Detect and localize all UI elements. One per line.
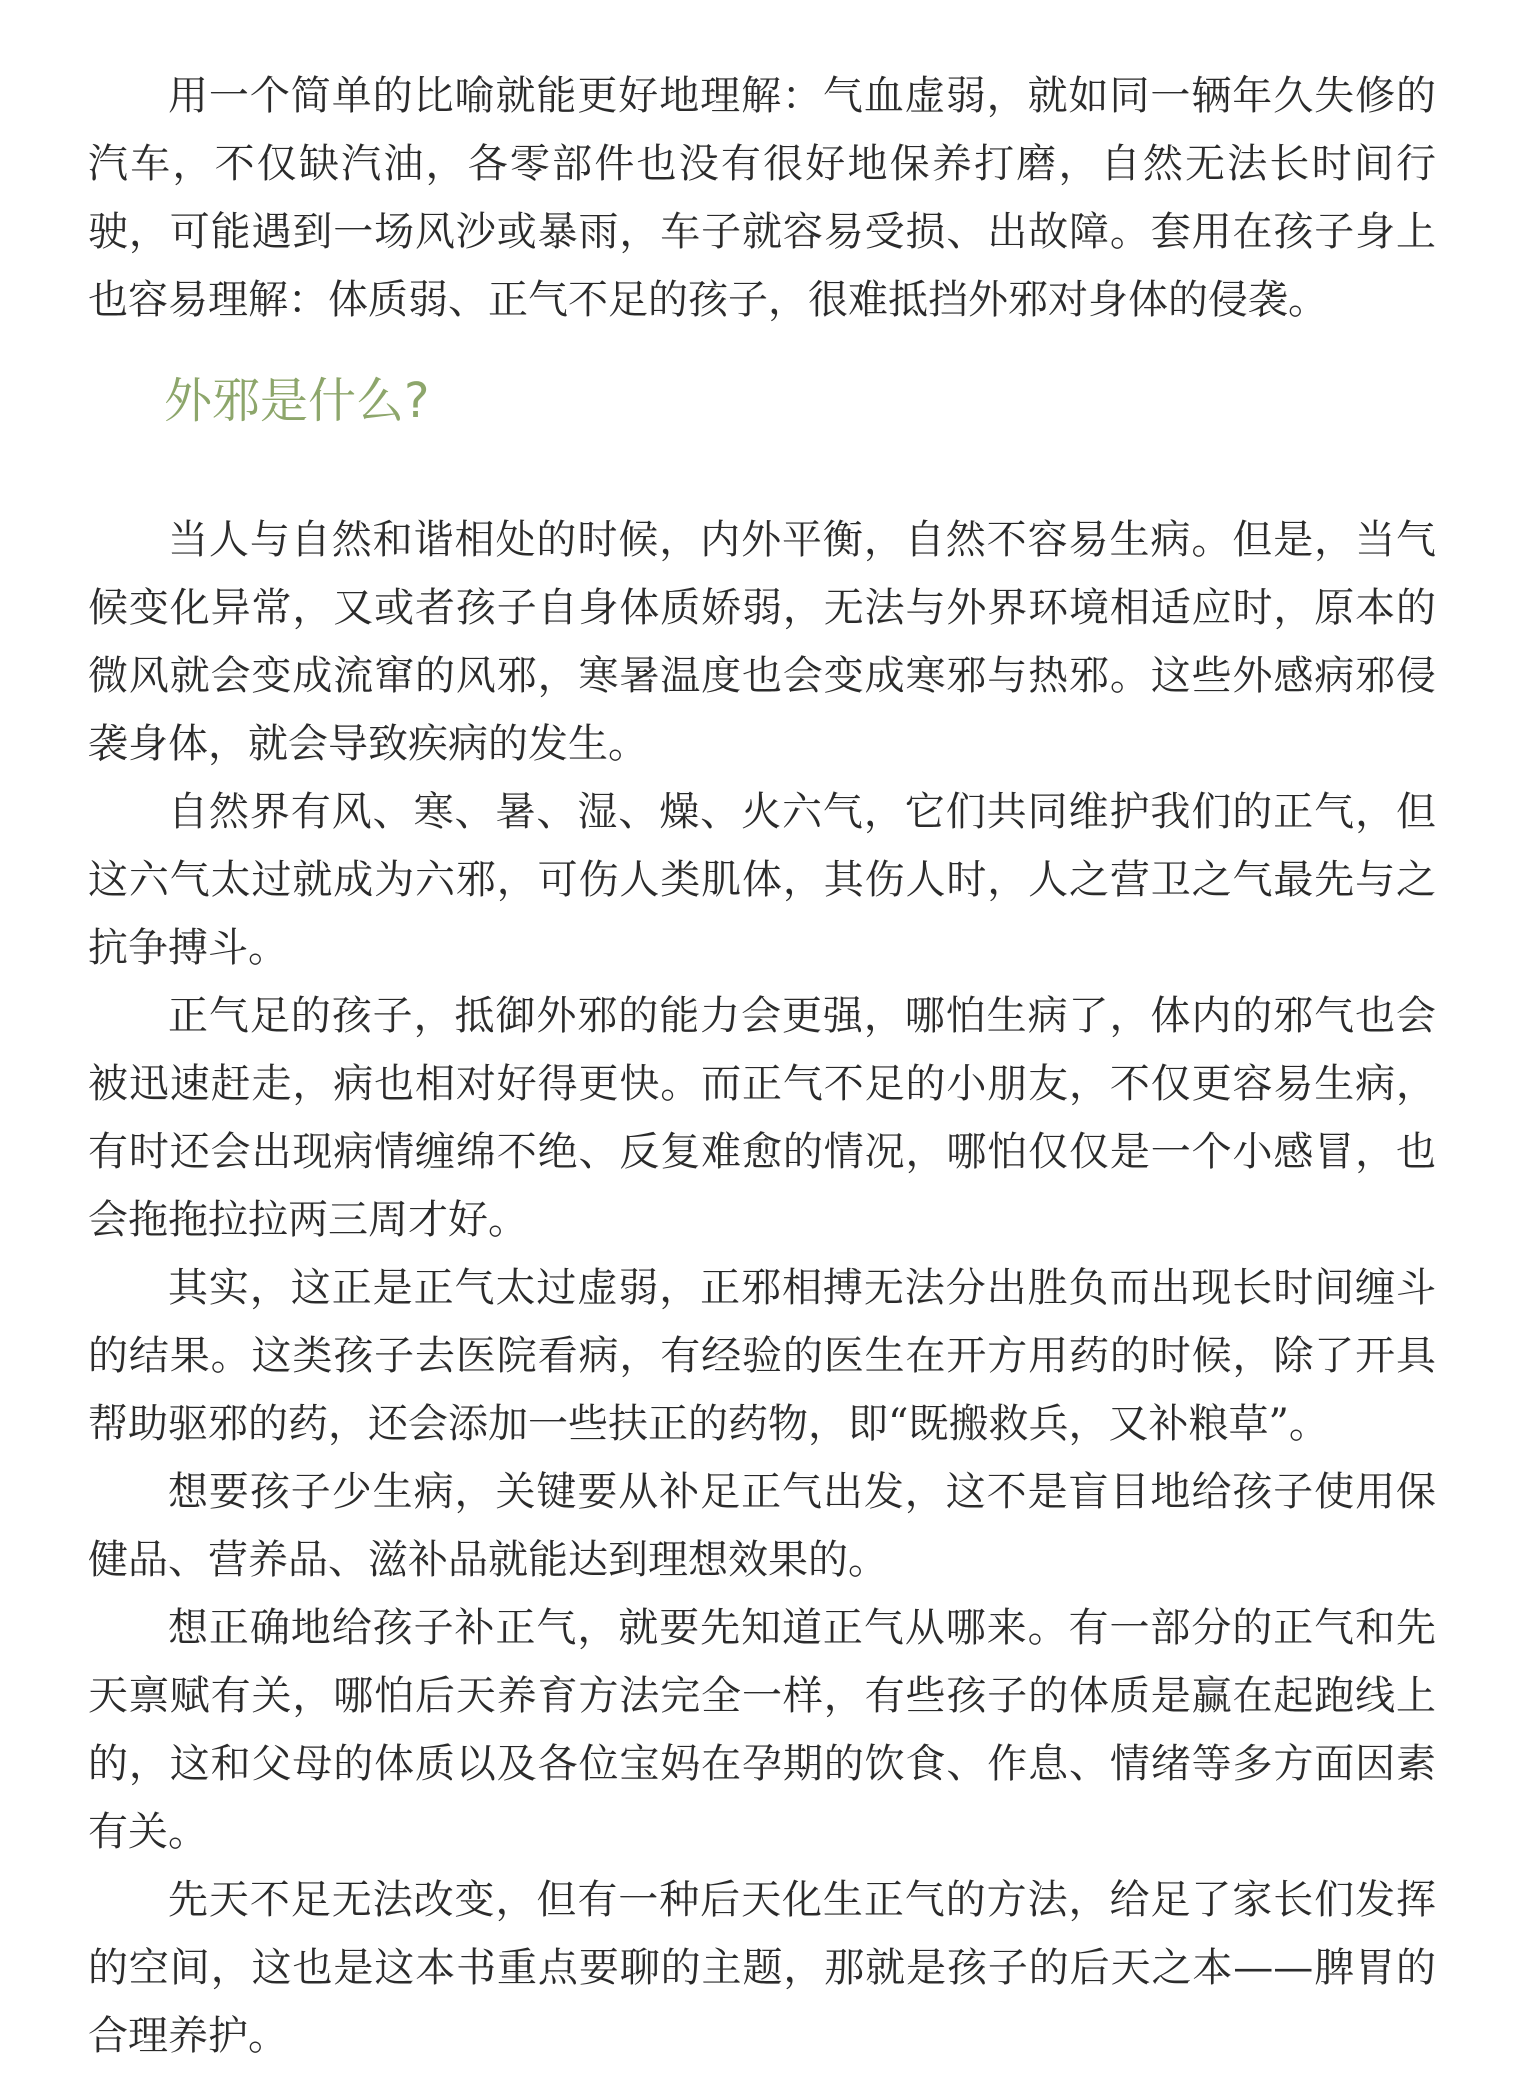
body-paragraph-3: 正气足的孩子，抵御外邪的能力会更强，哪怕生病了，体内的邪气也会被迅速赶走，病也相对好得更快。而正气不足的小朋友，不仅更容易生病，有时还会出现病情缠绵不绝、反复难愈的情况，哪怕仅仅是一个小感冒，也会拖拖拉拉两三周才好。 [88,993,1436,1243]
body-paragraph-5: 想要孩子少生病，关键要从补足正气出发，这不是盲目地给孩子使用保健品、营养品、滋补品就能达到理想效果的。 [88,1469,1436,1583]
body-paragraph-4: 其实，这正是正气太过虚弱，正邪相搏无法分出胜负而出现长时间缠斗的结果。这类孩子去医院看病，有经验的医生在开方用药的时候，除了开具帮助驱邪的药，还会添加一些扶正的药物，即“既搬救兵，又补粮草”。 [88,1265,1436,1447]
body-paragraph-7: 先天不足无法改变，但有一种后天化生正气的方法，给足了家长们发挥的空间，这也是这本书重点要聊的主题，那就是孩子的后天之本——脾胃的合理养护。 [88,1877,1436,2059]
intro-paragraph: 用一个简单的比喻就能更好地理解：气血虚弱，就如同一辆年久失修的汽车，不仅缺汽油，各零部件也没有很好地保养打磨，自然无法长时间行驶，可能遇到一场风沙或暴雨，车子就容易受损、出故障。套用在孩子身上也容易理解：体质弱、正气不足的孩子，很难抵挡外邪对身体的侵袭。 [88,73,1436,323]
body-paragraph-2: 自然界有风、寒、暑、湿、燥、火六气，它们共同维护我们的正气，但这六气太过就成为六邪，可伤人类肌体，其伤人时，人之营卫之气最先与之抗争搏斗。 [88,789,1436,971]
body-paragraph-6: 想正确地给孩子补正气，就要先知道正气从哪来。有一部分的正气和先天禀赋有关，哪怕后天养育方法完全一样，有些孩子的体质是赢在起跑线上的，这和父母的体质以及各位宝妈在孕期的饮食、作息、情绪等多方面因素有关。 [88,1605,1436,1855]
section-heading: 外邪是什么? [164,373,430,429]
section-body [88,506,1436,2070]
document-page [88,62,1436,2070]
body-paragraph-1: 当人与自然和谐相处的时候，内外平衡，自然不容易生病。但是，当气候变化异常，又或者孩子自身体质娇弱，无法与外界环境相适应时，原本的微风就会变成流窜的风邪，寒暑温度也会变成寒邪与热邪。这些外感病邪侵袭身体，就会导致疾病的发生。 [88,517,1436,767]
